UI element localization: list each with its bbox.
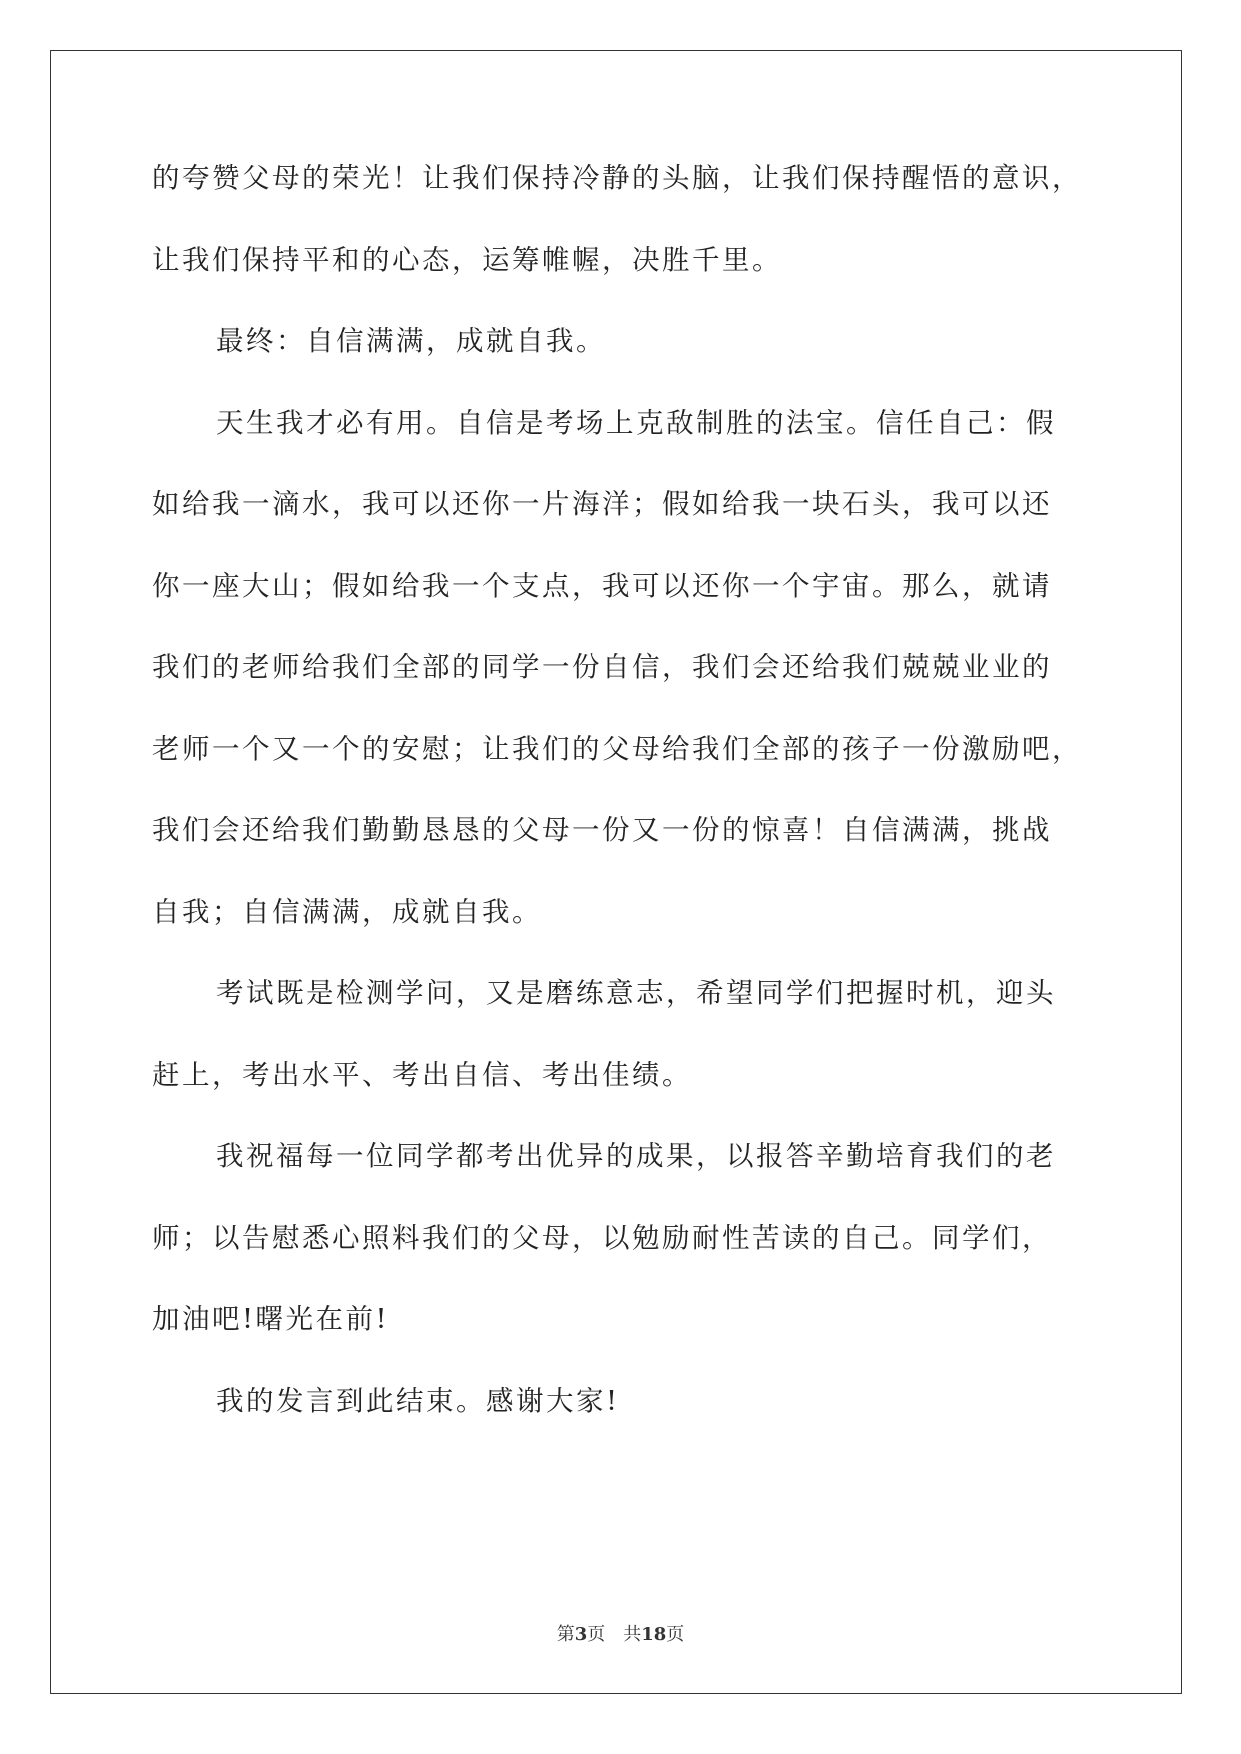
page-suffix: 页	[587, 1624, 606, 1645]
text-line: 我的发言到此结束。感谢大家!	[216, 1384, 620, 1417]
total-prefix: 共	[623, 1624, 642, 1645]
text-line: 考试既是检测学问，又是磨练意志，希望同学们把握时机，迎头	[216, 977, 1056, 1009]
text-line: 我们会还给我们勤勤恳恳的父母一份又一份的惊喜！自信满满，挑战	[152, 814, 1052, 846]
text-line: 的夸赞父母的荣光！让我们保持冷静的头脑，让我们保持醒悟的意识，	[152, 162, 1082, 194]
text-line: 老师一个又一个的安慰；让我们的父母给我们全部的孩子一份激励吧，	[152, 732, 1082, 765]
text-line: 你一座大山；假如给我一个支点，我可以还你一个宇宙。那么，就请	[152, 569, 1052, 602]
page-prefix: 第	[556, 1624, 575, 1645]
page-number: 3	[574, 1624, 588, 1645]
text-line: 最终：自信满满，成就自我。	[216, 325, 606, 357]
total-suffix: 页	[666, 1624, 685, 1645]
page-footer	[0, 1620, 1241, 1646]
text-line: 赶上，考出水平、考出自信、考出佳绩。	[152, 1058, 692, 1091]
text-line: 让我们保持平和的心态，运筹帷幄，决胜千里。	[152, 243, 782, 276]
text-line: 加油吧!曙光在前!	[152, 1303, 390, 1335]
text-line: 我们的老师给我们全部的同学一份自信，我们会还给我们兢兢业业的	[152, 651, 1052, 683]
text-line: 我祝福每一位同学都考出优异的成果，以报答辛勤培育我们的老	[216, 1140, 1056, 1172]
page-total: 18	[641, 1624, 667, 1645]
document-body	[152, 158, 1092, 1462]
text-line: 天生我才必有用。自信是考场上克敌制胜的法宝。信任自己：假	[216, 406, 1056, 439]
text-line: 自我；自信满满，成就自我。	[152, 895, 542, 928]
text-line: 师；以告慰悉心照料我们的父母，以勉励耐性苦读的自己。同学们，	[152, 1221, 1052, 1254]
text-line: 如给我一滴水，我可以还你一片海洋；假如给我一块石头，我可以还	[152, 488, 1052, 520]
